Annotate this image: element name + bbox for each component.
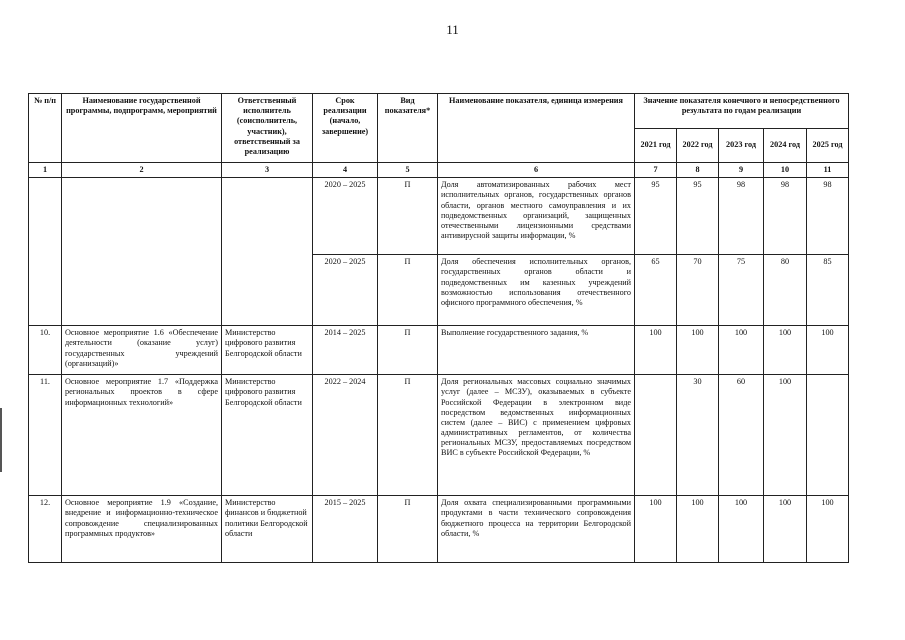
value-2023: 100 [719, 496, 764, 563]
program-name: Основное мероприятие 1.7 «Поддержка региональных проектов в сфере информационных технологий» [62, 375, 222, 496]
column-number-row [29, 163, 849, 178]
value-2022: 100 [677, 326, 719, 375]
value-2023: 100 [719, 326, 764, 375]
row-number: 11. [29, 375, 62, 496]
value-2022: 95 [677, 178, 719, 255]
indicator-type: П [378, 326, 438, 375]
row-number: 12. [29, 496, 62, 563]
executor: Министерство финансов и бюджетной политики Белгородской области [222, 496, 313, 563]
column-number: 1 [29, 163, 62, 178]
column-number: 4 [313, 163, 378, 178]
term: 2020 – 2025 [313, 178, 378, 255]
header-year: 2023 год [719, 129, 764, 163]
term: 2020 – 2025 [313, 255, 378, 326]
column-number: 10 [764, 163, 807, 178]
row-number [29, 178, 62, 326]
value-2024: 80 [764, 255, 807, 326]
value-2024: 100 [764, 375, 807, 496]
value-2025: 98 [807, 178, 849, 255]
term: 2022 – 2024 [313, 375, 378, 496]
value-2021: 95 [635, 178, 677, 255]
header-row [29, 94, 849, 129]
value-2022: 30 [677, 375, 719, 496]
value-2025: 100 [807, 326, 849, 375]
column-number: 8 [677, 163, 719, 178]
value-2024: 100 [764, 326, 807, 375]
header-year: 2024 год [764, 129, 807, 163]
header-year: 2025 год [807, 129, 849, 163]
table-row [29, 496, 849, 563]
column-number: 2 [62, 163, 222, 178]
value-2021: 65 [635, 255, 677, 326]
indicator-name: Доля обеспечения исполнительных органов, государственных органов области и подведомственных им казенных учреждений возможностью использования отечественного офисного программного обеспечения, % [438, 255, 635, 326]
column-number: 9 [719, 163, 764, 178]
indicator-name: Доля автоматизированных рабочих мест исполнительных органов, государственных органов области, органов местного самоуправления и их подведомственных организаций, защищенных отечественными лицензионными средствами антивирусной защиты информации, % [438, 178, 635, 255]
header-executor: Ответственный исполнитель (соисполнитель, участник), ответственный за реализацию [222, 94, 313, 163]
header-indicator-name: Наименование показателя, единица измерения [438, 94, 635, 163]
indicator-type: П [378, 496, 438, 563]
column-number: 7 [635, 163, 677, 178]
indicator-name: Доля охвата специализированными программными продуктами в части технического сопровождения бюджетного процесса на территории Белгородской области, % [438, 496, 635, 563]
header-year: 2021 год [635, 129, 677, 163]
value-2024: 100 [764, 496, 807, 563]
column-number: 6 [438, 163, 635, 178]
term: 2014 – 2025 [313, 326, 378, 375]
table-row [29, 375, 849, 496]
value-2023: 98 [719, 178, 764, 255]
executor: Министерство цифрового развития Белгородской области [222, 375, 313, 496]
indicator-type: П [378, 255, 438, 326]
indicator-type: П [378, 375, 438, 496]
value-2025: 100 [807, 496, 849, 563]
column-number: 11 [807, 163, 849, 178]
indicators-table [28, 93, 849, 563]
indicator-type: П [378, 178, 438, 255]
value-2025: 85 [807, 255, 849, 326]
header-num: № п/п [29, 94, 62, 163]
program-name: Основное мероприятие 1.9 «Создание, внедрение и информационно-техническое сопровождение специализированных программных продуктов» [62, 496, 222, 563]
value-2023: 60 [719, 375, 764, 496]
scan-edge-mark [0, 408, 2, 472]
row-number: 10. [29, 326, 62, 375]
table-row [29, 326, 849, 375]
executor: Министерство цифрового развития Белгородской области [222, 326, 313, 375]
header-program-name: Наименование государственной программы, подпрограмм, мероприятий [62, 94, 222, 163]
value-2024: 98 [764, 178, 807, 255]
program-name [62, 178, 222, 326]
page-number: 11 [446, 22, 459, 37]
term: 2015 – 2025 [313, 496, 378, 563]
value-2021: 100 [635, 326, 677, 375]
column-number: 3 [222, 163, 313, 178]
value-2025 [807, 375, 849, 496]
table-row [29, 178, 849, 255]
indicators-table-wrapper [28, 93, 849, 563]
program-name: Основное мероприятие 1.6 «Обеспечение деятельности (оказание услуг) государственных учреждений (организаций)» [62, 326, 222, 375]
header-values-group: Значение показателя конечного и непосредственного результата по годам реализации [635, 94, 849, 129]
value-2022: 70 [677, 255, 719, 326]
value-2021: 100 [635, 496, 677, 563]
indicator-name: Выполнение государственного задания, % [438, 326, 635, 375]
value-2023: 75 [719, 255, 764, 326]
column-number: 5 [378, 163, 438, 178]
header-year: 2022 год [677, 129, 719, 163]
indicator-name: Доля региональных массовых социально значимых услуг (далее – МСЗУ), оказываемых в субъекте Российской Федерации в электронном виде посредством ведомственных информационных систем (далее – ВИС) с применением цифровых административных регламентов, от количества региональных МСЗУ, предоставляемых посредством ВИС в субъекте Российской Федерации, % [438, 375, 635, 496]
header-term: Срок реализации (начало, завершение) [313, 94, 378, 163]
executor [222, 178, 313, 326]
header-indicator-type: Вид показателя* [378, 94, 438, 163]
value-2021 [635, 375, 677, 496]
value-2022: 100 [677, 496, 719, 563]
